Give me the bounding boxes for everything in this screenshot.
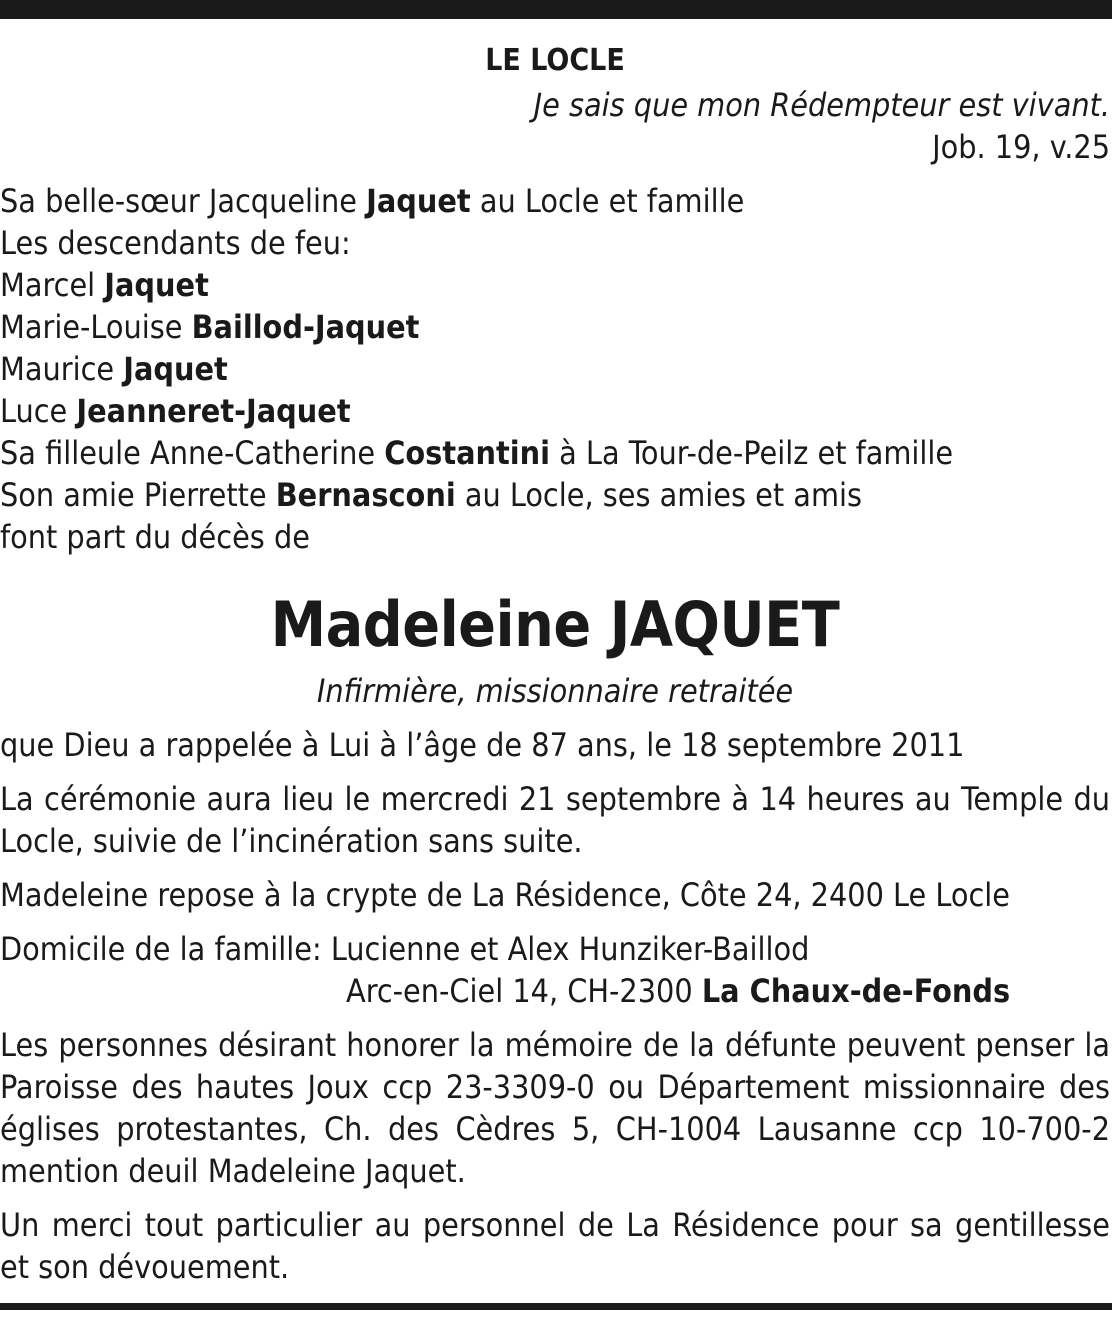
bible-verse: Je sais que mon Rédempteur est vivant. — [533, 86, 1110, 124]
death-statement: que Dieu a rappelée à Lui à l’âge de 87 ans, le 18 septembre 2011 — [0, 726, 965, 764]
family-line: Sa filleule Anne-Catherine Costantini à La Tour-de-Peilz et famille — [0, 434, 954, 472]
family-line: Sa belle-sœur Jacqueline Jaquet au Locle et famille — [0, 182, 745, 220]
family-domicile — [0, 928, 1110, 1012]
place-heading: LE LOCLE — [485, 43, 625, 78]
deceased-name: Madeleine JAQUET — [270, 588, 840, 661]
verse-reference: Job. 19, v.25 — [932, 128, 1110, 166]
domicile-name: Lucienne et Alex Hunziker-Baillod — [330, 930, 810, 968]
resting-place: Madeleine repose à la crypte de La Résidence, Côte 24, 2400 Le Locle — [0, 876, 1010, 914]
family-line: Luce Jeanneret-Jaquet — [0, 392, 351, 430]
domicile-label: Domicile de la famille: — [0, 930, 331, 968]
thanks-paragraph: Un merci tout particulier au personnel de La Résidence pour sa gentillesse et son dévouement. — [0, 1206, 1110, 1286]
family-list — [0, 180, 1110, 558]
family-line: Marcel Jaquet — [0, 266, 209, 304]
top-rule — [0, 0, 1112, 19]
memorial-donations: Les personnes désirant honorer la mémoire de la défunte peuvent penser la Paroisse des hautes Joux ccp 23-3309-0 ou Département missionnaire des églises protestantes, Ch. des Cèdres 5, CH-1004 Lausanne ccp 10-700-2 mention deuil Madeleine Jaquet. — [0, 1026, 1110, 1190]
deceased-profession: Infirmière, missionnaire retraitée — [316, 672, 794, 710]
family-line: Marie-Louise Baillod-Jaquet — [0, 308, 420, 346]
family-line: Maurice Jaquet — [0, 350, 228, 388]
bottom-rule — [0, 1303, 1112, 1310]
domicile-address: Arc-en-Ciel 14, CH-2300 — [346, 972, 702, 1010]
family-line: Les descendants de feu: — [0, 224, 351, 262]
family-line: Son amie Pierrette Bernasconi au Locle, ses amies et amis — [0, 476, 862, 514]
domicile-city: La Chaux-de-Fonds — [701, 972, 1011, 1010]
obituary-notice — [0, 38, 1110, 1288]
family-line: font part du décès de — [0, 518, 310, 556]
ceremony-paragraph: La cérémonie aura lieu le mercredi 21 septembre à 14 heures au Temple du Locle, suivie de l’incinération sans suite. — [0, 780, 1110, 860]
